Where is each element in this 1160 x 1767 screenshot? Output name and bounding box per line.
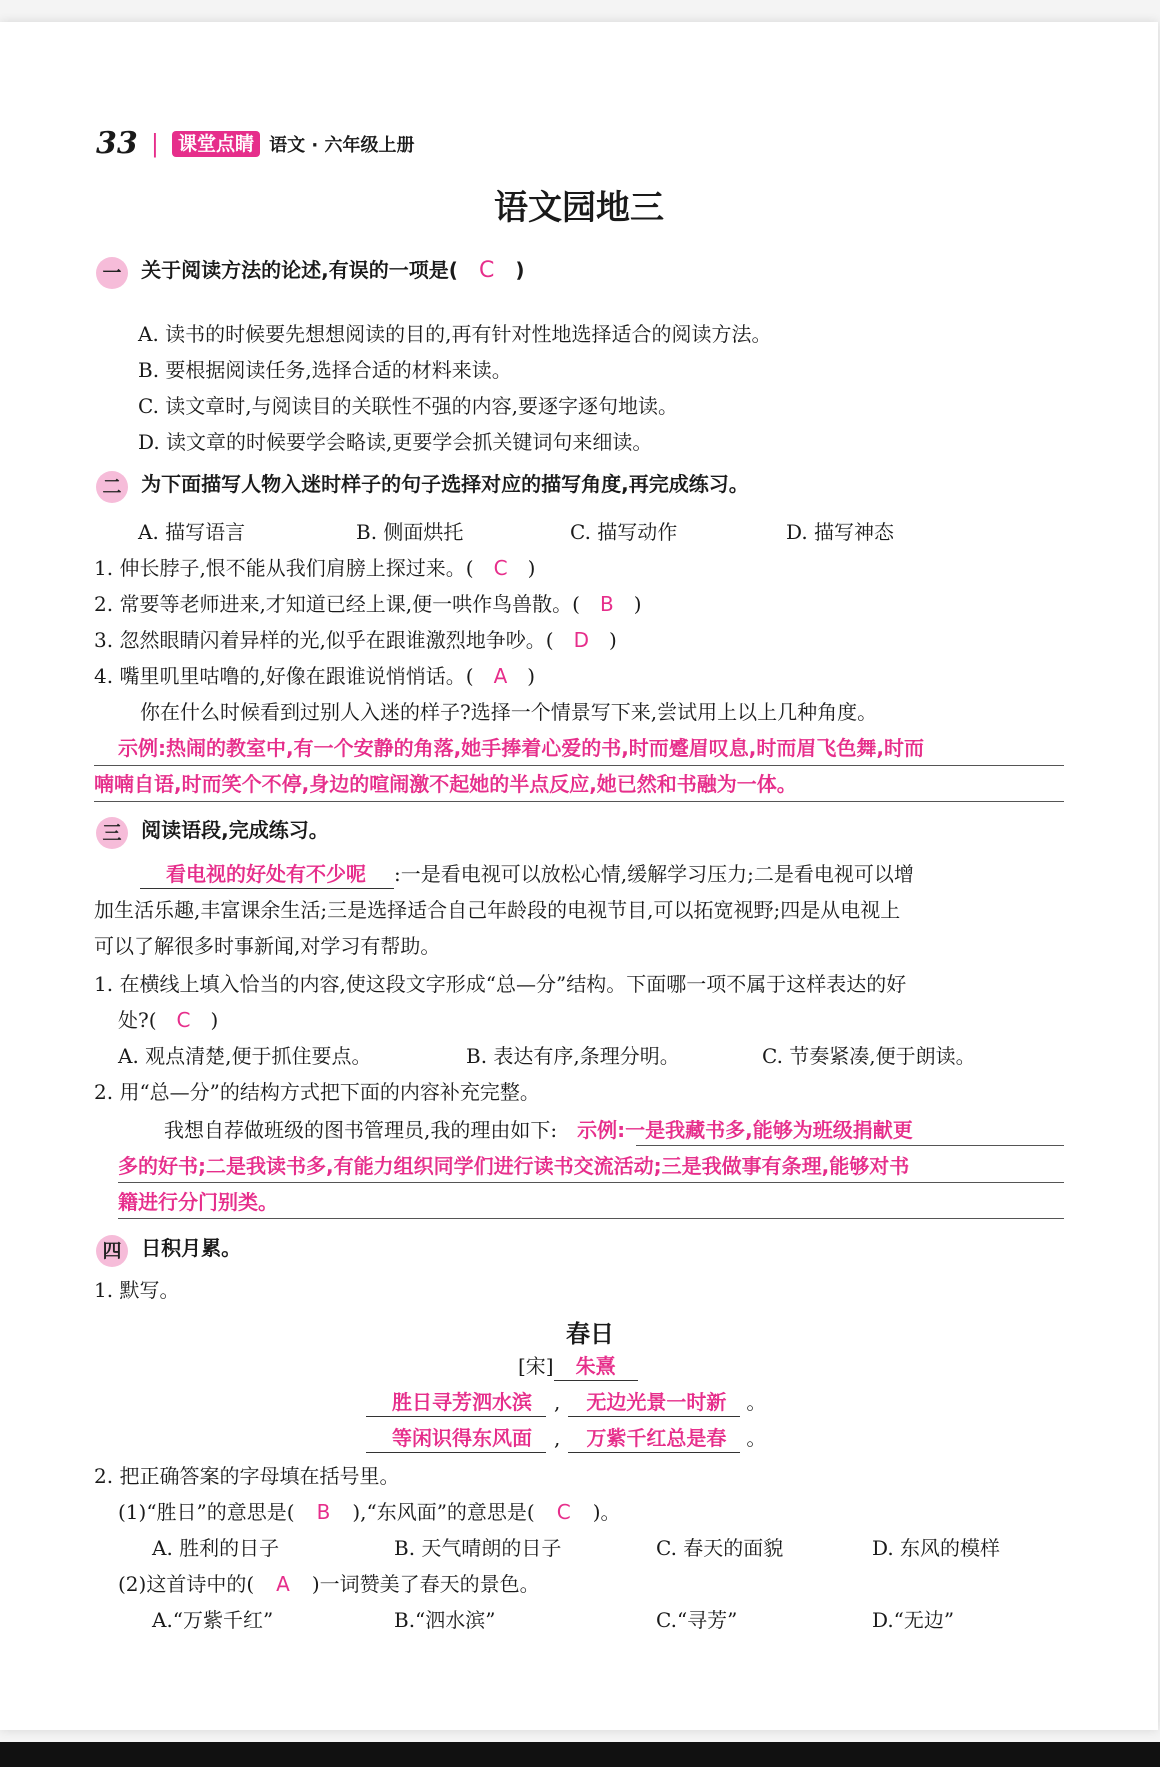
section-3-paragraph-line-1 [140,860,914,889]
q2-answer-1: 示例:一是我藏书多,能够为班级捐献更 [577,1118,913,1142]
section-4-q2: 2. 把正确答案的字母填在括号里。 [94,1464,400,1488]
section-2-item-3 [94,626,617,654]
section-1-answer: C [478,258,495,283]
item-text: 3. 忽然眼睛闪着异样的光,似乎在跟谁激烈地争吵。( [94,628,554,652]
section-2-question: 为下面描写人物入迷时样子的句子选择对应的描写角度,再完成练习。 [141,472,749,496]
poem-line-1b: 无边光景一时新 [568,1388,740,1417]
poem-title: 春日 [566,1320,614,1348]
item-answer: D [573,628,590,652]
section-3-q1-line-2 [118,1006,218,1034]
section-2-prompt: 你在什么时候看到过别人入迷的样子?选择一个情景写下来,尝试用上以上几种角度。 [140,700,878,724]
section-3-q1-line-1: 1. 在横线上填入恰当的内容,使这段文字形成“总—分”结构。下面哪一项不属于这样表达的好 [94,972,907,996]
header-divider: | [150,129,159,158]
bottom-bar [0,1742,1160,1767]
poem-sep: , [554,1390,561,1414]
item-close: ) [609,628,617,652]
section-4-q2-1-option-c: C. 春天的面貌 [656,1536,784,1560]
poem-line-2 [366,1424,766,1453]
section-3-paragraph-line-2: 加生活乐趣,丰富课余生活;三是选择适合自己年龄段的电视节目,可以拓宽视野;四是从电视上 [94,898,901,922]
item-answer: B [599,592,614,616]
section-1-close: ) [515,258,525,282]
section-3-badge: 三 [96,817,128,849]
answer-rule [118,1218,1064,1219]
section-3-heading [96,814,329,849]
section-4-q2-1-option-b: B. 天气晴朗的日子 [394,1536,562,1560]
poem-sep: , [554,1426,561,1450]
q1-close: ) [210,1008,219,1032]
paragraph-text: :一是看电视可以放松心情,缓解学习压力;二是看电视可以增 [394,862,914,886]
section-3-q2-answer-2: 多的好书;二是我读书多,有能力组织同学们进行读书交流活动;三是我做事有条理,能够对书 [118,1154,910,1178]
section-3-q1-option-b: B. 表达有序,条理分明。 [466,1044,680,1068]
q2-1-text: ),“东风面”的意思是( [352,1500,535,1524]
section-3-paragraph-line-3: 可以了解很多时事新闻,对学习有帮助。 [94,934,441,958]
section-3-q2-answer-3: 籍进行分门别类。 [118,1190,278,1214]
section-1-option-b: B. 要根据阅读任务,选择合适的材料来读。 [138,358,512,382]
q2-1-answer-1: B [316,1500,331,1524]
poem-byline [518,1352,638,1381]
section-2-option-b: B. 侧面烘托 [356,520,464,544]
section-3-q1-option-a: A. 观点清楚,便于抓住要点。 [118,1044,372,1068]
section-4-q2-2-option-d: D.“无边” [872,1608,955,1632]
answer-rule [94,765,1064,766]
section-3-blank-answer: 看电视的好处有不少呢 [140,860,394,889]
section-4-q2-2-option-a: A.“万紫千红” [152,1608,274,1632]
section-1-option-c: C. 读文章时,与阅读目的关联性不强的内容,要逐字逐句地读。 [138,394,679,418]
answer-rule [636,1145,1064,1146]
section-1-badge: 一 [96,257,128,289]
poem-line-1a: 胜日寻芳泗水滨 [366,1388,546,1417]
q2-lead: 我想自荐做班级的图书管理员,我的理由如下: [164,1118,558,1142]
item-answer: A [493,664,508,688]
q2-1-text: (1)“胜日”的意思是( [118,1500,295,1524]
header-subtitle: 语文 · 六年级上册 [269,134,415,156]
section-4-q2-2-option-b: B.“泗水滨” [394,1608,496,1632]
page-sheet [0,22,1158,1730]
poem-dynasty: [宋] [518,1354,554,1378]
q2-2-text: )一词赞美了春天的景色。 [311,1572,540,1596]
q2-2-text: (2)这首诗中的( [118,1572,255,1596]
section-1-heading [96,254,525,289]
section-4-q2-1-option-d: D. 东风的模样 [872,1536,1001,1560]
section-2-option-d: D. 描写神态 [786,520,895,544]
item-close: ) [527,664,536,688]
section-3-question: 阅读语段,完成练习。 [141,818,329,842]
poem-end: 。 [746,1426,767,1450]
section-3-q2-line-1 [164,1116,913,1144]
section-1-option-a: A. 读书的时候要先想想阅读的目的,再有针对性地选择适合的阅读方法。 [138,322,772,346]
page-title: 语文园地三 [494,188,664,228]
page-header [96,126,415,161]
q2-2-answer: A [276,1572,290,1596]
section-1-option-d: D. 读文章的时候要学会略读,更要学会抓关键词句来细读。 [138,430,653,454]
item-text: 1. 伸长脖子,恨不能从我们肩膀上探过来。( [94,556,474,580]
section-2-item-1 [94,554,535,582]
section-4-q2-2-option-c: C.“寻芳” [656,1608,738,1632]
page-number: 33 [96,126,138,161]
section-2-option-c: C. 描写动作 [570,520,678,544]
section-2-badge: 二 [96,471,128,503]
poem-line-2b: 万紫千红总是春 [568,1424,740,1453]
section-4-q1: 1. 默写。 [94,1278,180,1302]
section-1-question: 关于阅读方法的论述,有误的一项是( [141,258,458,282]
section-2-heading [96,468,749,503]
poem-line-2a: 等闲识得东风面 [366,1424,546,1453]
answer-rule [118,1182,1064,1183]
poem-line-1 [366,1388,766,1417]
section-4-q2-2 [118,1570,540,1598]
section-4-q2-1 [118,1498,621,1526]
q2-1-text: )。 [592,1500,621,1524]
poem-end: 。 [746,1390,767,1414]
section-2-item-2 [94,590,642,618]
item-close: ) [527,556,536,580]
section-4-badge: 四 [96,1235,128,1267]
item-close: ) [633,592,642,616]
section-2-answer-line-2: 喃喃自语,时而笑个不停,身边的喧闹激不起她的半点反应,她已然和书融为一体。 [94,772,797,796]
section-3-q2: 2. 用“总—分”的结构方式把下面的内容补充完整。 [94,1080,540,1104]
section-3-q1-option-c: C. 节奏紧凑,便于朗读。 [762,1044,976,1068]
brand-tag: 课堂点睛 [172,131,260,157]
poem-author: 朱熹 [554,1352,638,1381]
section-4-question: 日积月累。 [141,1236,242,1260]
q1-text: 处?( [118,1008,157,1032]
section-2-answer-line-1: 示例:热闹的教室中,有一个安静的角落,她手捧着心爱的书,时而蹙眉叹息,时而眉飞色舞,时而 [118,736,924,760]
section-4-heading [96,1232,241,1267]
section-2-option-a: A. 描写语言 [138,520,246,544]
item-text: 2. 常要等老师进来,才知道已经上课,便一哄作鸟兽散。( [94,592,580,616]
q2-1-answer-2: C [556,1500,571,1524]
q1-answer: C [176,1008,191,1032]
section-4-q2-1-option-a: A. 胜利的日子 [152,1536,280,1560]
item-text: 4. 嘴里叽里咕噜的,好像在跟谁说悄悄话。( [94,664,474,688]
item-answer: C [493,556,508,580]
answer-rule [94,801,1064,802]
section-2-item-4 [94,662,535,690]
